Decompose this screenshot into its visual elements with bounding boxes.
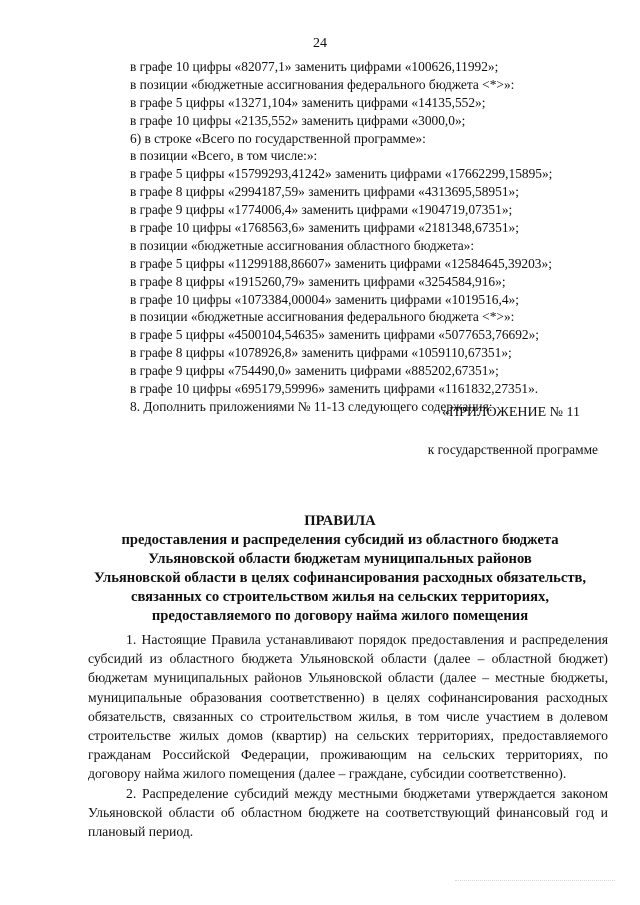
amendment-line: в графе 5 цифры «13271,104» заменить цифрами «14135,552»; <box>130 94 486 110</box>
appendix-label: «ПРИЛОЖЕНИЕ № 11 <box>442 405 580 420</box>
amendment-line: в графе 5 цифры «4500104,54635» заменить цифрами «5077653,76692»; <box>130 327 540 343</box>
appendix-subtitle: к государственной программе <box>427 442 598 457</box>
amendment-line: в графе 5 цифры «15799293,41242» заменить цифрами «17662299,15895»; <box>130 166 553 182</box>
amendment-line: в графе 8 цифры «1915260,79» заменить цифрами «3254584,916»; <box>130 273 506 289</box>
amendment-line: в позиции «бюджетные ассигнования федерального бюджета <*>»: <box>130 76 515 92</box>
amendment-line: в позиции «Всего, в том числе:»: <box>130 148 318 164</box>
amendment-list <box>130 58 610 416</box>
amendment-line: в позиции «бюджетные ассигнования федерального бюджета <*>»: <box>130 309 515 325</box>
scan-artifact <box>455 880 615 895</box>
amendment-line: 8. Дополнить приложениями № 11-13 следующего содержания: <box>130 398 493 414</box>
paragraph: 2. Распределение субсидий между местными бюджетами утверждается законом Ульяновской области об областном бюджете на соответствующий финансовый год и плановый период. <box>88 785 608 840</box>
amendment-line: в графе 9 цифры «754490,0» заменить цифрами «885202,67351»; <box>130 363 499 379</box>
amendment-line: в графе 8 цифры «1078926,8» заменить цифрами «1059110,67351»; <box>130 345 512 361</box>
rules-title-line: связанных со строительством жилья на сельских территориях, <box>130 589 550 605</box>
amendment-line: в графе 10 цифры «1073384,00004» заменить цифрами «1019516,4»; <box>130 291 519 307</box>
rules-title-line: Ульяновской области бюджетам муниципальных районов <box>148 551 532 567</box>
rules-title-line: Ульяновской области в целях софинансирования расходных обязательств, <box>93 570 587 586</box>
amendment-line: в графе 10 цифры «2135,552» заменить цифрами «3000,0»; <box>130 112 466 128</box>
rules-title-line: предоставляемого по договору найма жилого помещения <box>151 608 529 624</box>
page-number: 24 <box>313 36 327 51</box>
amendment-line: в графе 8 цифры «2994187,59» заменить цифрами «4313695,58951»; <box>130 184 519 200</box>
amendment-line: в графе 10 цифры «695179,59996» заменить цифрами «1161832,27351». <box>130 381 539 397</box>
amendment-line: в графе 10 цифры «82077,1» заменить цифрами «100626,11992»; <box>130 59 499 74</box>
amendment-line: в графе 9 цифры «1774006,4» заменить цифрами «1904719,07351»; <box>130 202 513 218</box>
rules-title <box>70 512 610 626</box>
amendment-line: в позиции «бюджетные ассигнования областного бюджета»: <box>130 237 475 253</box>
rules-title-line: предоставления и распределения субсидий из областного бюджета <box>121 532 559 548</box>
rules-body <box>88 630 608 841</box>
amendment-line: 6) в строке «Всего по государственной программе»: <box>130 130 426 146</box>
rules-heading: ПРАВИЛА <box>304 513 376 529</box>
amendment-line: в графе 5 цифры «11299188,86607» заменить цифрами «12584645,39203»; <box>130 255 552 271</box>
amendment-line: в графе 10 цифры «1768563,6» заменить цифрами «2181348,67351»; <box>130 220 519 236</box>
paragraph: 1. Настоящие Правила устанавливают порядок предоставления и распределения субсидий из областного бюджета Ульяновской области (далее – областной бюджет) бюджетам муниципальных районов Ульяновской области (далее – местные бюджеты, муниципальные образования соответственно) в целях софинансирования расходных обязательств, связанных со строительством жилья, в том числе участием в долевом строительстве жилых домов (квартир) на сельских территориях, предоставляемого гражданам Российской Федерации, проживающим на сельских территориях, по договору найма жилого помещения (далее – граждане, субсидии соответственно). <box>88 632 608 782</box>
